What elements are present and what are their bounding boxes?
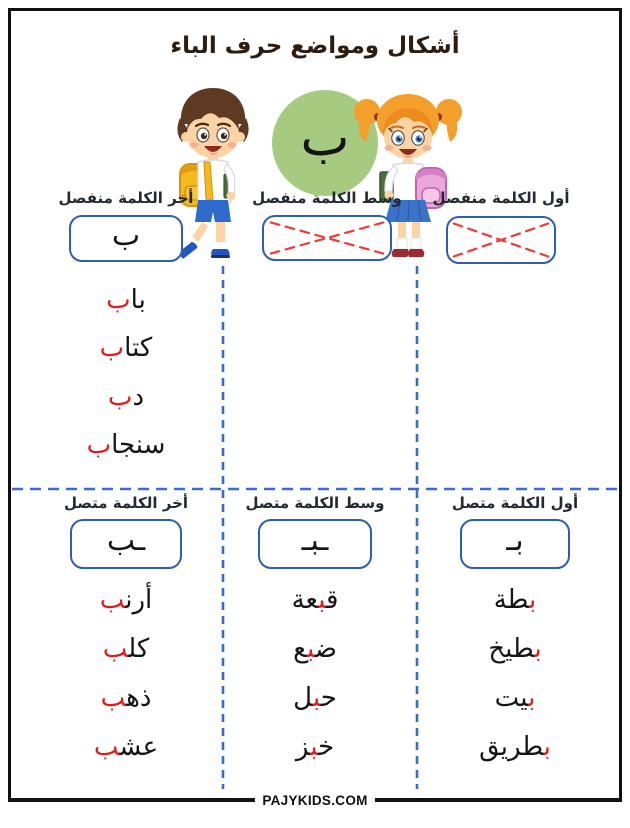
word-highlight-letter: ‍ب [93, 732, 120, 762]
footer-line-right [375, 798, 622, 802]
word-row: ب‍‍طيخ [488, 634, 542, 664]
word-highlight-letter: ب [86, 430, 112, 460]
word-highlight-letter: ب [107, 382, 133, 412]
word-highlight-letter: ب‍ [529, 585, 537, 615]
footer-site-label: PAJYKIDS.COM [262, 792, 368, 808]
column-middle-of-word-connected [220, 0, 410, 828]
column-header: أخر الكلمة منفصل [58, 189, 194, 207]
main-letter: ب [300, 108, 350, 168]
word-row: أرن‍‍ب [99, 585, 153, 615]
word-highlight-letter: ‍ب [102, 634, 129, 664]
footer [8, 791, 622, 809]
letter-form: بـ [506, 523, 524, 558]
column-header: وسط الكلمة منفصل [252, 189, 402, 207]
letter-form: ب [111, 217, 141, 253]
column-end-of-word-connected [28, 0, 224, 828]
word-row: ب‍‍طة [493, 585, 537, 615]
word-highlight-letter: ب [106, 285, 131, 315]
word-highlight-letter: ب‍ [528, 683, 536, 713]
word-highlight-letter: ب‍ [543, 732, 551, 762]
column-header: أول الكلمة متصل [451, 494, 579, 512]
word-row: باب [106, 285, 146, 315]
word-highlight-letter: ‍ب‍ [310, 732, 319, 762]
column-header: وسط الكلمة متصل [245, 494, 385, 512]
word-row: خ‍‍ب‍‍ز [295, 732, 335, 762]
word-highlight-letter: ‍ب‍ [312, 683, 321, 713]
word-row: ق‍‍ب‍‍عة [291, 585, 339, 615]
column-header: أخر الكلمة متصل [63, 494, 189, 512]
word-highlight-letter: ‍ب [99, 585, 126, 615]
letter-form: ـب [106, 523, 146, 558]
column-start-of-word-connected [420, 0, 610, 828]
word-row: كل‍‍ب [102, 634, 150, 664]
word-highlight-letter: ب‍ [534, 634, 542, 664]
word-row: سنجاب [86, 430, 166, 460]
word-row: ب‍‍طريق [479, 732, 551, 762]
letter-form-box [258, 519, 372, 569]
word-highlight-letter: ‍ب‍ [318, 585, 326, 615]
word-highlight-letter: ب [99, 333, 125, 363]
word-highlight-letter: ‍ب [100, 683, 127, 713]
column-header: أول الكلمة منفصل [432, 189, 570, 207]
word-row: عش‍‍ب [93, 732, 159, 762]
letter-form: ـبـ [301, 523, 329, 558]
word-highlight-letter: ‍ب‍ [306, 634, 315, 664]
word-row: ض‍‍ب‍‍ع [293, 634, 337, 664]
letter-form-box [460, 519, 570, 569]
footer-line-left [8, 798, 255, 802]
word-row: دب [107, 382, 145, 412]
word-row: ب‍‍يت [494, 683, 536, 713]
word-row: ح‍‍ب‍‍ل [293, 683, 337, 713]
word-row: كتاب [99, 333, 153, 363]
word-row: ذه‍‍ب [100, 683, 152, 713]
letter-form-box [70, 519, 182, 569]
page-title: أشكال ومواضع حرف الباء [170, 33, 460, 59]
